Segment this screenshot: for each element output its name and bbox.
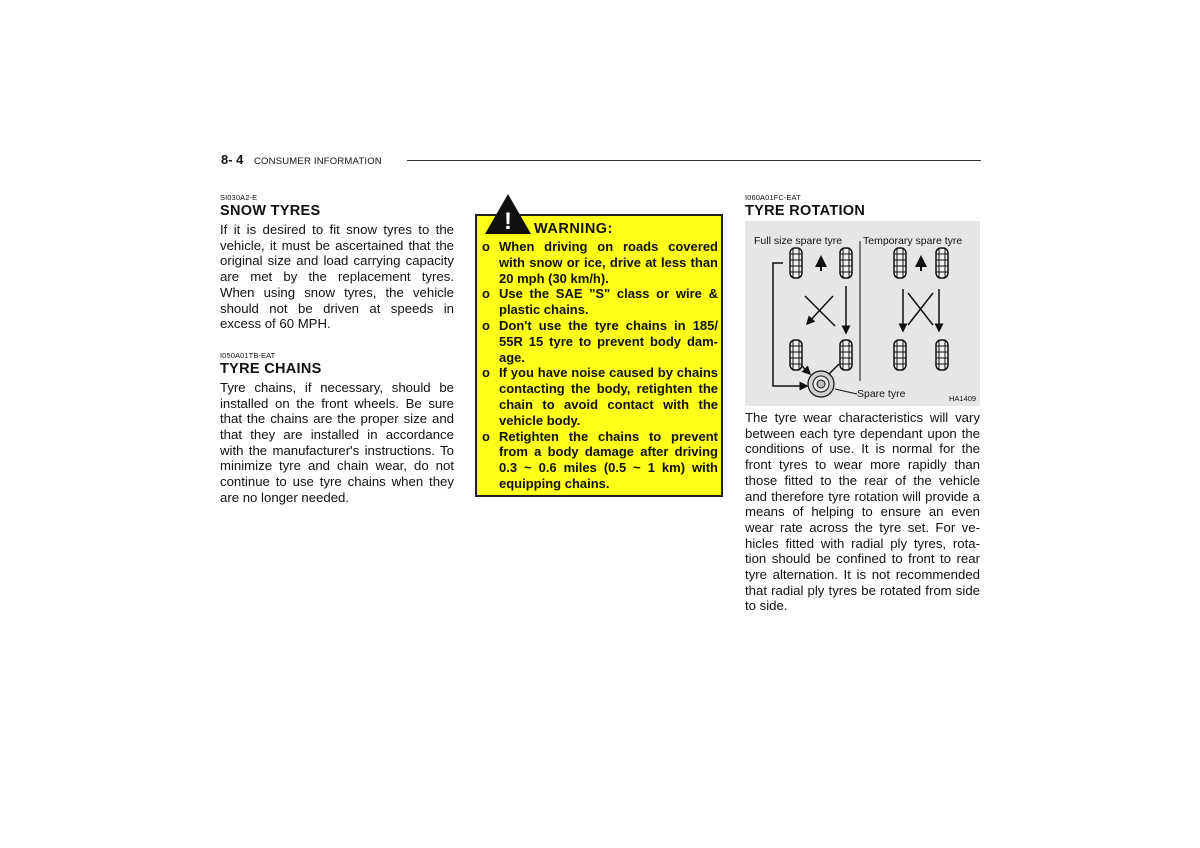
tyre-icon bbox=[894, 340, 906, 370]
tyre-icon bbox=[840, 248, 852, 278]
spare-tyre-label: Spare tyre bbox=[857, 388, 906, 400]
tyre-rotation-diagram bbox=[745, 221, 980, 406]
warning-item-text: Don't use the tyre chains in 185/ 55R 15 tyre to prevent body dam- age. bbox=[499, 317, 718, 365]
tyre-icon bbox=[840, 340, 852, 370]
warning-bullet: o bbox=[482, 239, 490, 254]
tyre-rotation-svg bbox=[745, 221, 980, 406]
warning-bullet: o bbox=[482, 365, 490, 381]
tyre-chains-body: Tyre chains, if necessary, should be installed on the front wheels. Be sure that the chains are the proper size and that they are installed in accordance with the manufacturer's instructions. To minimize tyre and chain wear, do not continue to use tyre chains when they are no longer needed. bbox=[220, 379, 454, 505]
warning-title: WARNING: bbox=[534, 221, 613, 237]
figure-code: HA1409 bbox=[949, 394, 977, 403]
warning-item-text: If you have noise caused by chains contacting the body, retighten the chain to avoid contact with the vehicle body. bbox=[499, 365, 718, 428]
page-header bbox=[221, 152, 981, 172]
warning-item bbox=[482, 318, 718, 365]
tyre-icon bbox=[894, 248, 906, 278]
tyre-icon bbox=[790, 248, 802, 278]
header-rule bbox=[407, 160, 981, 161]
warning-triangle-icon bbox=[483, 192, 533, 236]
left-column bbox=[220, 193, 454, 506]
warning-list bbox=[482, 239, 718, 492]
warning-item bbox=[482, 429, 718, 492]
warning-bullet: o bbox=[482, 317, 490, 333]
warning-item bbox=[482, 239, 718, 286]
warning-item bbox=[482, 286, 718, 318]
warning-item-text: When driving on roads covered with snow or ice, drive at less than 20 mph (30 km/h). bbox=[499, 239, 718, 286]
tyre-rotation-body: The tyre wear characteristics will vary between each tyre dependant upon the conditions of use. It is normal for the front tyres to wear more rapidly than those fitted to the rear of the vehicle and therefore tyre rotation will provide a means of helping to ensure an even wear rate across the tyre set. For ve- hicles fitted with radial ply tyres, rota- tion should be confined to front to rear tyre alternation. It is not recommended that radial ply tyres be rotated from side to side. bbox=[745, 410, 980, 614]
snow-tyres-body: If it is desired to fit snow tyres to the vehicle, it must be ascertained that the original size and load carrying capacity are met by the replacement tyres. When using snow tyres, the vehicle should not be driven at speeds in excess of 60 MPH. bbox=[220, 222, 454, 332]
warning-icon-glyph: ! bbox=[504, 208, 512, 235]
warning-bullet: o bbox=[482, 428, 490, 444]
tyre-icon bbox=[936, 340, 948, 370]
tyre-icon bbox=[936, 248, 948, 278]
warning-item-text: Use the SAE "S" class or wire & plastic chains. bbox=[499, 286, 718, 318]
warning-bullet: o bbox=[482, 286, 490, 302]
temporary-spare-label: Temporary spare tyre bbox=[863, 235, 963, 247]
full-size-spare-label: Full size spare tyre bbox=[754, 235, 843, 247]
tyre-chains-code: I050A01TB-EAT bbox=[220, 350, 276, 360]
snow-tyres-heading: SNOW TYRES bbox=[220, 203, 321, 219]
tyre-rotation-code: I060A01FC-EAT bbox=[745, 193, 801, 202]
section-name: CONSUMER INFORMATION bbox=[254, 156, 382, 167]
snow-tyres-code: SI030A2-E bbox=[220, 193, 258, 202]
tyre-icon bbox=[790, 340, 802, 370]
warning-item-text: Retighten the chains to prevent from a body damage after driving 0.3 ~ 0.6 miles (0.5 ~ 1 km) with equipping chains. bbox=[499, 428, 718, 491]
tyre-chains-heading: TYRE CHAINS bbox=[220, 360, 322, 377]
warning-item bbox=[482, 365, 718, 428]
page-number: 8- 4 bbox=[221, 152, 244, 167]
tyre-rotation-heading: TYRE ROTATION bbox=[745, 203, 866, 219]
